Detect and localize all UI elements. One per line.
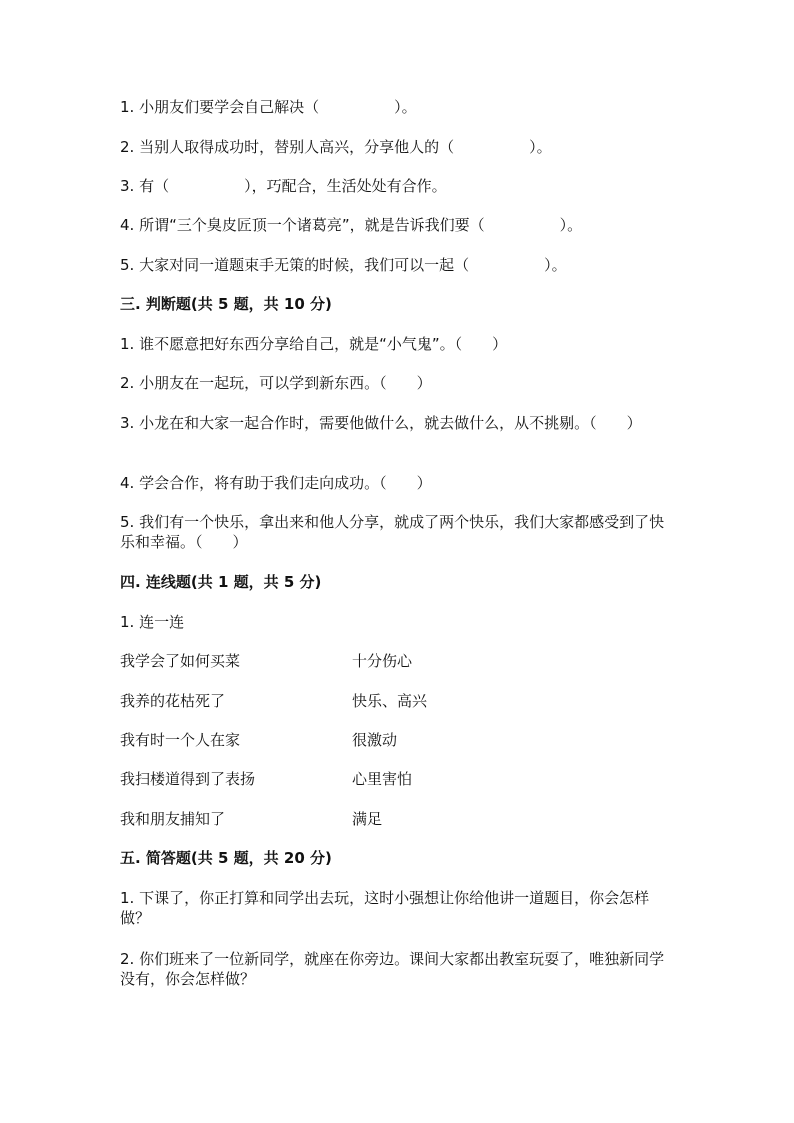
short-answer-item-1: 1. 下课了，你正打算和同学出去玩，这时小强想让你给他讲一道题目，你会怎样做？ — [120, 889, 650, 927]
match-right-item-4: 心里害怕 — [352, 770, 413, 788]
fill-blank-item-4: 4. 所谓“三个臭皮匠顶一个诸葛亮”，就是告诉我们要（ ）。 — [120, 216, 583, 234]
match-section-heading: 四. 连线题(共 1 题，共 5 分) — [120, 573, 322, 591]
judge-item-3: 3. 小龙在和大家一起合作时，需要他做什么，就去做什么，从不挑剔。（ ） — [120, 414, 642, 432]
judge-item-1: 1. 谁不愿意把好东西分享给自己，就是“小气鬼”。（ ） — [120, 335, 508, 353]
match-left-item-5: 我和朋友捕知了 — [120, 810, 226, 828]
fill-blank-item-2: 2. 当别人取得成功时，替别人高兴，分享他人的（ ）。 — [120, 138, 552, 156]
fill-blank-item-1: 1. 小朋友们要学会自己解决（ ）。 — [120, 98, 417, 116]
judge-item-2: 2. 小朋友在一起玩，可以学到新东西。（ ） — [120, 374, 432, 392]
judge-section-heading: 三. 判断题(共 5 题，共 10 分) — [120, 295, 332, 313]
match-right-item-5: 满足 — [352, 810, 383, 828]
short-answer-section-heading: 五. 简答题(共 5 题，共 20 分) — [120, 849, 332, 867]
fill-blank-item-5: 5. 大家对同一道题束手无策的时候，我们可以一起（ ）。 — [120, 256, 567, 274]
match-right-item-3: 很激动 — [352, 731, 398, 749]
short-answer-item-2: 2. 你们班来了一位新同学，就座在你旁边。课间大家都出教室玩耍了，唯独新同学没有，你会怎样做？ — [120, 950, 665, 988]
judge-item-4: 4. 学会合作，将有助于我们走向成功。（ ） — [120, 474, 432, 492]
fill-blank-item-3: 3. 有（ ），巧配合，生活处处有合作。 — [120, 177, 447, 195]
match-left-item-2: 我养的花枯死了 — [120, 692, 226, 710]
match-question: 1. 连一连 — [120, 613, 185, 631]
match-left-item-4: 我扫楼道得到了表扬 — [120, 770, 256, 788]
match-left-item-1: 我学会了如何买菜 — [120, 652, 241, 670]
match-right-item-2: 快乐、高兴 — [352, 692, 428, 710]
judge-item-5: 5. 我们有一个快乐，拿出来和他人分享，就成了两个快乐，我们大家都感受到了快乐和幸福。（ ） — [120, 513, 665, 551]
match-left-item-3: 我有时一个人在家 — [120, 731, 241, 749]
match-right-item-1: 十分伤心 — [352, 652, 413, 670]
